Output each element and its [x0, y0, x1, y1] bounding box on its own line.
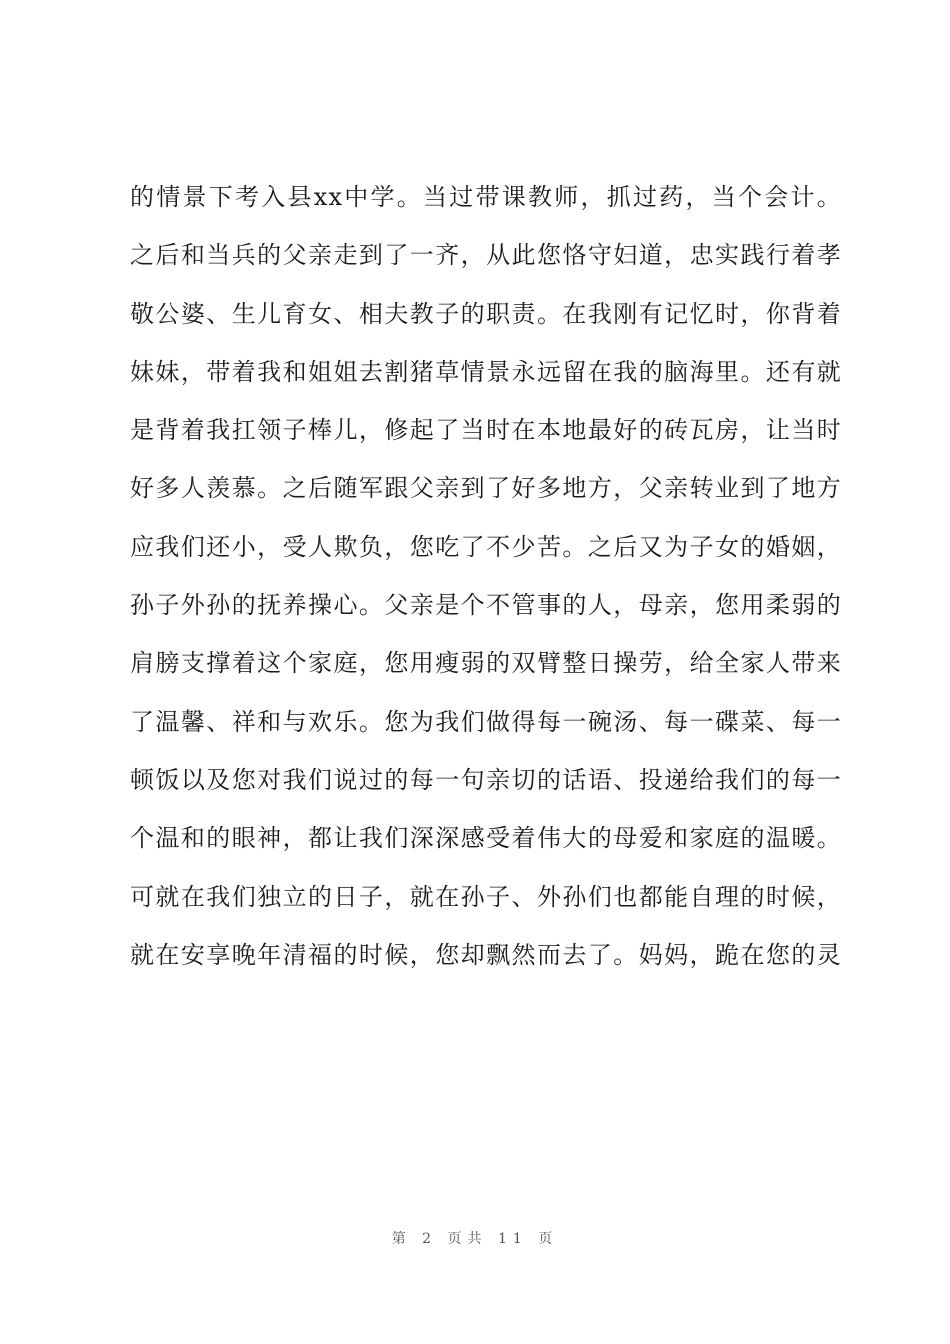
text-line: 可就在我们独立的日子，就在孙子、外孙们也都能自理的时候， — [130, 882, 842, 911]
text-line: 孙子外孙的抚养操心。父亲是个不管事的人，母亲，您用柔弱的 — [130, 591, 842, 620]
text-line: 应我们还小，受人欺负，您吃了不少苦。之后又为子女的婚姻， — [130, 532, 842, 561]
text-line: 好多人羡慕。之后随军跟父亲到了好多地方，父亲转业到了地方 — [130, 474, 842, 503]
text-line: 妹妹，带着我和姐姐去割猪草情景永远留在我的脑海里。还有就 — [130, 357, 842, 386]
page-footer: 第 2 页共 11 页 — [391, 1231, 559, 1247]
text-line: 之后和当兵的父亲走到了一齐，从此您恪守妇道，忠实践行着孝 — [130, 241, 842, 270]
text-line: 就在安享晚年清福的时候，您却飘然而去了。妈妈，跪在您的灵 — [130, 940, 842, 969]
text-line: 顿饭以及您对我们说过的每一句亲切的话语、投递给我们的每一 — [130, 765, 842, 794]
text-line: 肩膀支撑着这个家庭，您用瘦弱的双臂整日操劳，给全家人带来 — [130, 649, 842, 678]
text-line: 敬公婆、生儿育女、相夫教子的职责。在我刚有记忆时，你背着 — [130, 299, 842, 328]
text-line: 了温馨、祥和与欢乐。您为我们做得每一碗汤、每一碟菜、每一 — [130, 707, 842, 736]
text-line: 个温和的眼神，都让我们深深感受着伟大的母爱和家庭的温暖。 — [130, 824, 842, 853]
text-line: 是背着我扛领子棒儿，修起了当时在本地最好的砖瓦房，让当时 — [130, 416, 842, 445]
text-line: 的情景下考入县xx中学。当过带课教师，抓过药，当个会计。 — [130, 183, 842, 211]
body-text — [130, 168, 842, 984]
